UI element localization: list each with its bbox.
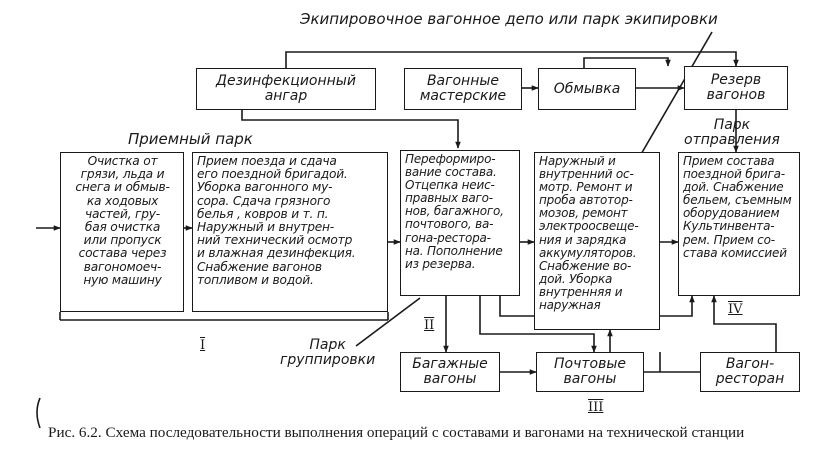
restaurant-to-departure-line (714, 296, 776, 352)
car-workshops-box (404, 68, 522, 110)
grouping-park-label: Парк группировки (280, 337, 376, 368)
train-reception-text: Прием поезда и сдача его поездной бригадой. Уборка вагонного му- сора. Сдача грязного белья , ковров и т. п. Наружный и внутрен- ний технический осмотр и влажная дезинфекция. Снабжение вагонов топливом и водой. (197, 154, 356, 287)
restaurant-car-text: Вагон- ресторан (715, 356, 785, 387)
disinfection-hangar-text: Дезинфекционный ангар (216, 73, 356, 104)
roman-ii-label: II (424, 318, 435, 333)
baggage-cars-box (400, 352, 500, 392)
car-reserve-text: Резерв вагонов (706, 72, 766, 103)
roman-iii-label: III (588, 400, 604, 415)
inspection-box (534, 152, 660, 330)
departure-operations-text: Прием состава поездной брига- дой. Снабжение бельем, съемным оборудованием Культинвента- рем. Прием со- става комиссией (683, 154, 792, 260)
car-reserve-box (684, 66, 788, 110)
mail-cars-text: Почтовые вагоны (553, 356, 626, 387)
receiving-park-label: Приемный парк (128, 130, 253, 148)
washing-box (538, 68, 636, 110)
roman-iv-label: IV (728, 302, 743, 317)
washing-text: Обмывка (553, 80, 621, 97)
inspection-text: Наружный и внутренний ос- мотр. Ремонт и проба автотор- мозов, ремонт электроосвеще- ния и зарядка аккумуляторов. Снабжение во- дой. Уборка внутренняя и наружная (539, 154, 639, 313)
baggage-cars-text: Багажные вагоны (412, 356, 488, 387)
train-reception-box (192, 152, 388, 312)
restaurant-car-box (700, 352, 800, 392)
car-workshops-text: Вагонные мастерские (419, 73, 507, 104)
page-title: Экипировочное вагонное депо или парк экипировки (300, 10, 718, 28)
washing-loop-line (584, 58, 668, 68)
disinfection-hangar-box (196, 68, 376, 110)
reforming-box (400, 150, 520, 296)
mail-cars-box (536, 352, 644, 392)
margin-mark (37, 398, 40, 428)
cleaning-box (60, 152, 184, 312)
departure-operations-box (678, 152, 800, 296)
departure-park-label: Парк отправления (684, 117, 780, 148)
roman-i-label: I (200, 338, 206, 353)
cleaning-text: Очистка от грязи, льда и снега и обмыв- ка ходовых частей, гру- бая очистка или пропуск состава через вагономоеч- ную машину (75, 154, 170, 287)
figure-caption: Рис. 6.2. Схема последовательности выполнения операций с составами и вагонами на технической станции (48, 424, 745, 441)
reforming-text: Переформиро- вание состава. Отцепка неис- правных ваго- нов, багажного, почтового, ва- гона-рестора- на. Пополнение из резерва. (405, 152, 504, 271)
